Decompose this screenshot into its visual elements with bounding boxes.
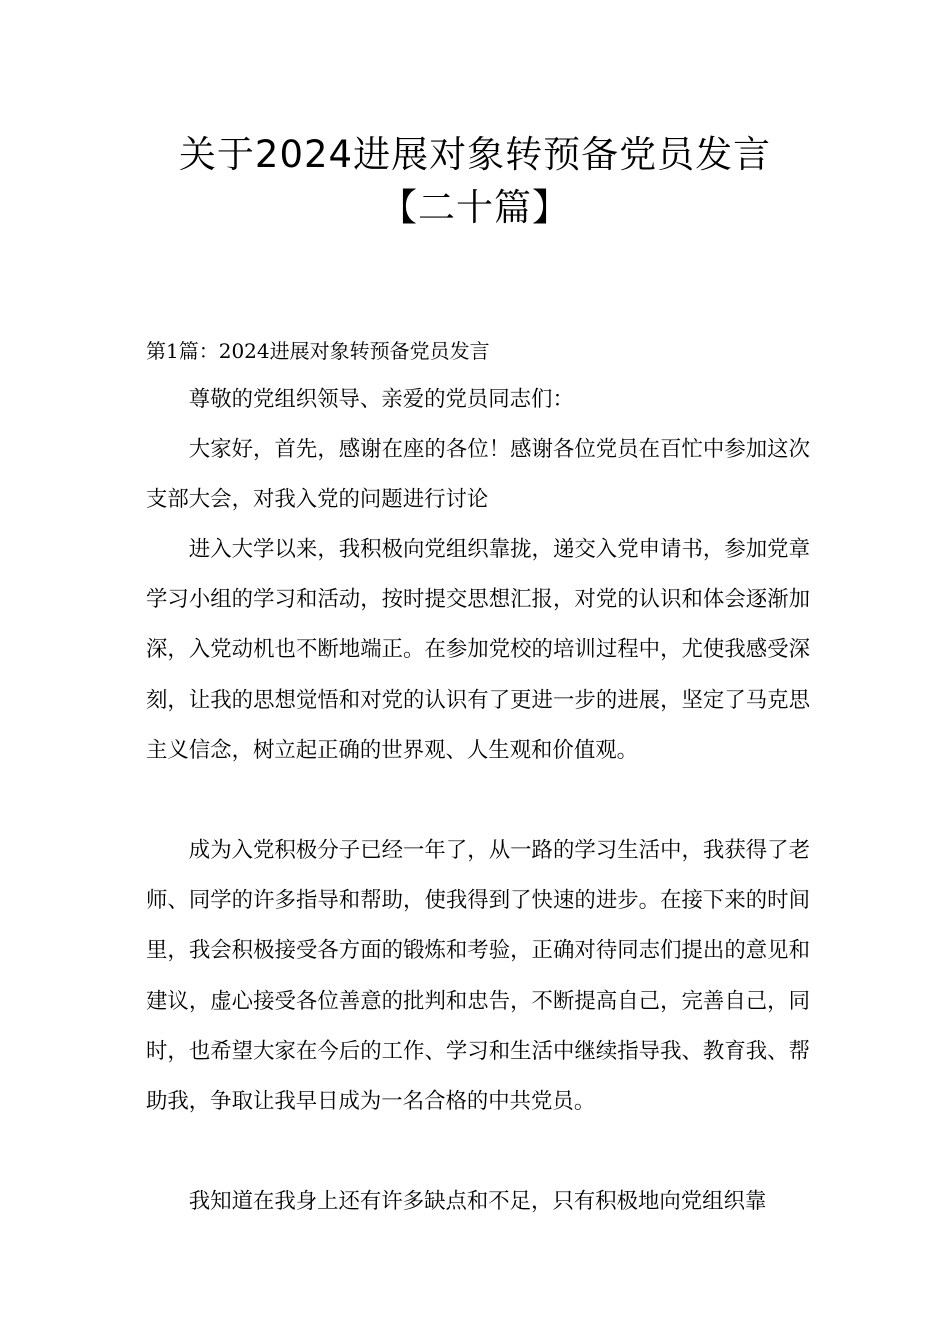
document-title-line2: 【二十篇】 (380, 186, 570, 229)
section-heading: 第1篇：2024进展对象转预备党员发言 (146, 339, 490, 363)
paragraph-salutation: 尊敬的党组织领导、亲爱的党员同志们： (188, 387, 574, 412)
document-title-line1: 关于2024进展对象转预备党员发言 (178, 133, 772, 176)
paragraph-greeting: 大家好，首先，感谢在座的各位！感谢各位党员在百忙中参加这次支部大会，对我入党的问题进行讨论 (146, 437, 810, 513)
paragraph-shortcomings: 我知道在我身上还有许多缺点和不足，只有积极地向党组织靠 (188, 1189, 767, 1214)
paragraph-university: 进入大学以来，我积极向党组织靠拢，递交入党申请书，参加党章学习小组的学习和活动，按时提交思想汇报，对党的认识和体会逐渐加深，入党动机也不断地端正。在参加党校的培训过程中，尤使我感受深刻，让我的思想觉悟和对党的认识有了更进一步的进展，坚定了马克思主义信念，树立起正确的世界观、人生观和价值观。 (146, 537, 810, 763)
paragraph-activist-year: 成为入党积极分子已经一年了，从一路的学习生活中，我获得了老师、同学的许多指导和帮助，使我得到了快速的进步。在接下来的时间里，我会积极接受各方面的锻炼和考验，正确对待同志们提出的意见和建议，虚心接受各位善意的批判和忠告，不断提高自己，完善自己，同时，也希望大家在今后的工作、学习和生活中继续指导我、教育我、帮助我，争取让我早日成为一名合格的中共党员。 (146, 838, 810, 1115)
